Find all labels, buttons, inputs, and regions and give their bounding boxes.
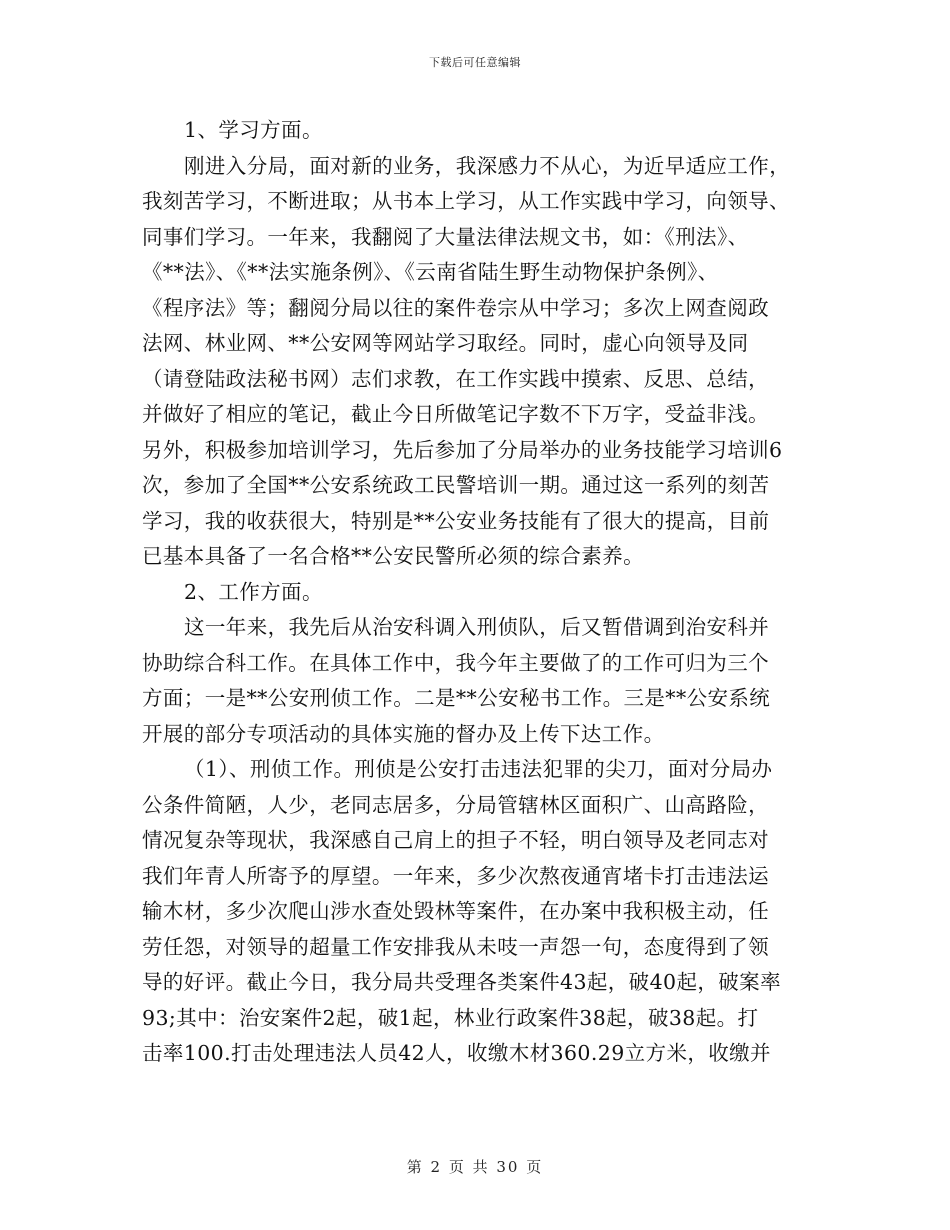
paragraph-line: 93;其中：治安案件2起，破1起，林业行政案件38起，破38起。打 (142, 1005, 759, 1030)
paragraph-line: 输木材，多少次爬山涉水查处毁林等案件，在办案中我积极主动，任 (142, 899, 769, 923)
paragraph-line: 并做好了相应的笔记，截止今日所做笔记字数不下万字，受益非浅。 (142, 402, 769, 426)
paragraph-line: 公条件简陋，人少，老同志居多，分局管辖林区面积广、山高路险， (142, 792, 769, 817)
paragraph-line: （1）、刑侦工作。刑侦是公安打击违法犯罪的尖刀，面对分局办 (184, 757, 773, 781)
paragraph-line: 我刻苦学习，不断进取；从书本上学习，从工作实践中学习，向领导、 (142, 189, 790, 213)
paragraph-line: 方面；一是**公安刑侦工作。二是**公安秘书工作。三是**公安系统 (142, 686, 771, 710)
section-heading: 2、工作方面。 (184, 579, 323, 604)
paragraph-line: 同事们学习。一年来，我翻阅了大量法律法规文书，如：《刑法》、 (142, 224, 749, 249)
body-text (142, 113, 818, 1072)
paragraph-line: 开展的部分专项活动的具体实施的督办及上传下达工作。 (142, 721, 665, 746)
paragraph-line: 次，参加了全国**公安系统政工民警培训一期。通过这一系列的刻苦 (142, 473, 770, 497)
paragraph-line: 劳任怨，对领导的超量工作安排我从未吱一声怨一句，态度得到了领 (142, 934, 769, 959)
paragraph-line: 这一年来，我先后从治安科调入刑侦队，后又暂借调到治安科并 (184, 615, 770, 639)
paragraph-line: （请登陆政法秘书网）志们求教，在工作实践中摸索、反思、总结， (142, 366, 769, 391)
paragraph-line: 学习，我的收获很大，特别是**公安业务技能有了很大的提高，目前 (142, 508, 770, 533)
paragraph-line: 刚进入分局，面对新的业务，我深感力不从心，为近早适应工作， (184, 153, 791, 178)
section-heading: 1、学习方面。 (184, 118, 323, 142)
paragraph-line: 导的好评。截止今日，我分局共受理各类案件43起，破40起，破案率 (142, 970, 781, 994)
page-footer: 第 2 页 共 30 页 (406, 1158, 544, 1176)
paragraph-line: 已基本具备了一名合格**公安民警所必须的综合素养。 (142, 544, 644, 568)
paragraph-line: 《程序法》等；翻阅分局以往的案件卷宗从中学习；多次上网查阅政 (142, 295, 769, 320)
paragraph-line: 我们年青人所寄予的厚望。一年来，多少次熬夜通宵堵卡打击违法运 (142, 863, 769, 888)
paragraph-line: 另外，积极参加培训学习，先后参加了分局举办的业务技能学习培训6 (142, 437, 783, 462)
paragraph-line: 情况复杂等现状，我深感自己肩上的担子不轻，明白领导及老同志对 (142, 828, 769, 852)
page-header: 下载后可任意编辑 (429, 56, 521, 69)
paragraph-line: 击率100.打击处理违法人员42人，收缴木材360.29立方米，收缴并 (142, 1041, 771, 1065)
paragraph-line: 协助综合科工作。在具体工作中，我今年主要做了的工作可归为三个 (142, 650, 769, 675)
paragraph-line: 法网、林业网、**公安网等网站学习取经。同时，虚心向领导及同 (142, 331, 749, 355)
paragraph-line: 《**法》、《**法实施条例》、《云南省陆生野生动物保护条例》、 (142, 260, 719, 284)
